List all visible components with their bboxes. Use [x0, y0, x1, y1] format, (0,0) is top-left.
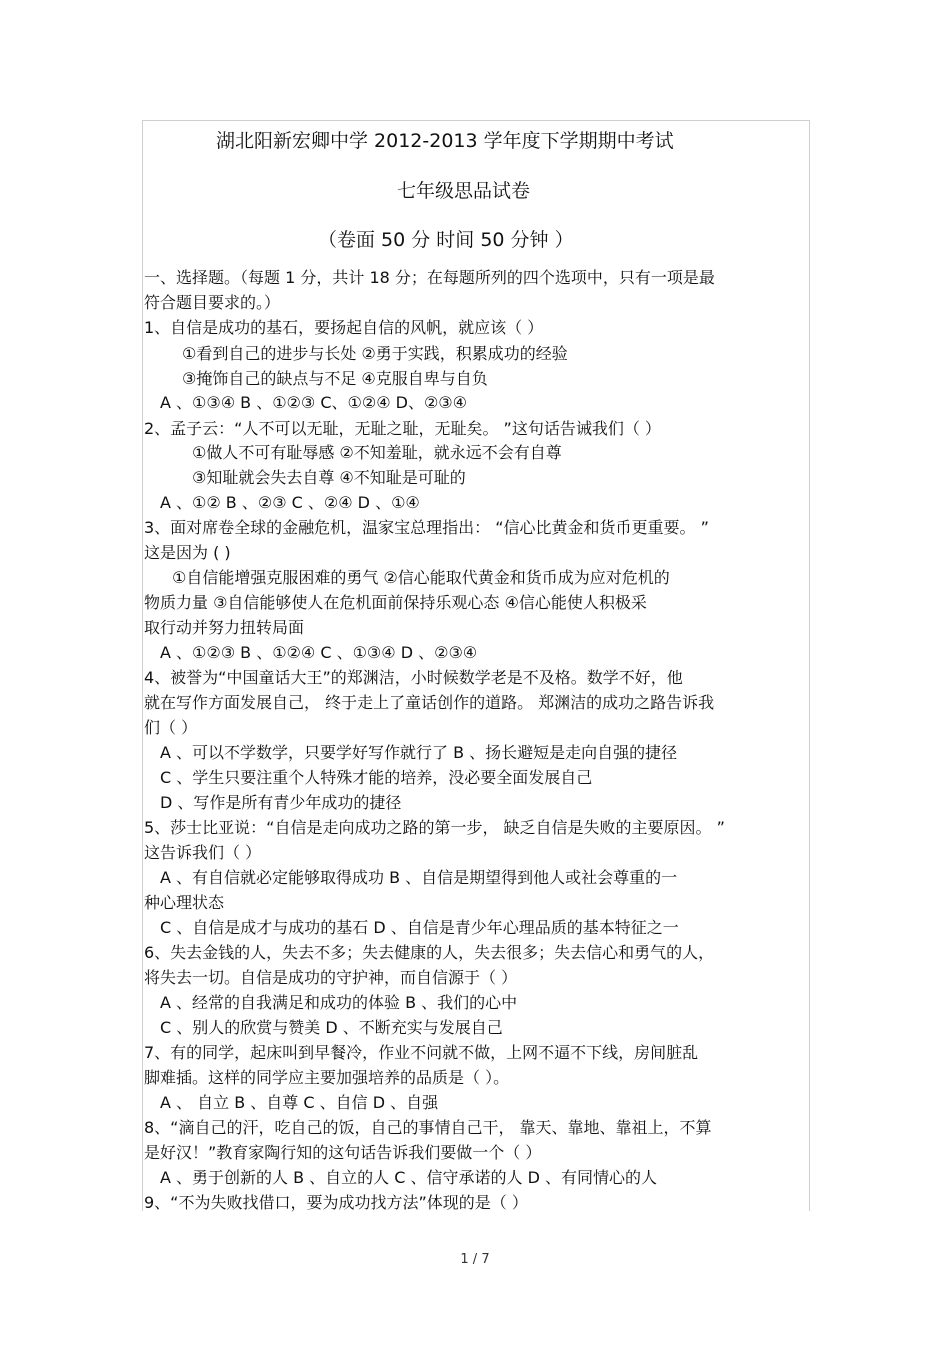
question-6-line2: 将失去一切。自信是成功的守护神，而自信源于（ ）: [144, 968, 518, 987]
question-2-statements-1: ①做人不可有耻辱感 ②不知羞耻，就永远不会有自尊: [192, 443, 562, 462]
question-7-line2: 脚难插。这样的同学应主要加强培养的品质是（ ）。: [144, 1068, 510, 1087]
question-2-statements-2: ③知耻就会失去自尊 ④不知耻是可耻的: [192, 468, 466, 487]
question-4-option-d: D 、写作是所有青少年成功的捷径: [160, 793, 402, 812]
section-instruction-line2: 符合题目要求的。）: [144, 293, 281, 312]
question-3-line3: ①自信能增强克服困难的勇气 ②信心能取代黄金和货币成为应对危机的: [172, 568, 670, 587]
exam-meta: （卷面 50 分 时间 50 分钟 ）: [318, 229, 574, 251]
question-4-option-c: C 、学生只要注重个人特殊才能的培养，没必要全面发展自己: [160, 768, 593, 787]
question-5-option-a-b: A 、有自信就必定能够取得成功 B 、自信是期望得到他人或社会尊重的一: [160, 868, 678, 887]
question-4-line2: 就在写作方面发展自己， 终于走上了童话创作的道路。 郑渊洁的成功之路告诉我: [144, 693, 715, 712]
question-7-line1: 7、有的同学，起床叫到早餐冷，作业不问就不做，上网不逼不下线，房间脏乱: [144, 1043, 699, 1062]
question-1-stem: 1、自信是成功的基石，要扬起自信的风帆，就应该（ ）: [144, 318, 544, 337]
question-8-choices: A 、勇于创新的人 B 、自立的人 C 、信守承诺的人 D 、有同情心的人: [160, 1168, 658, 1187]
question-2-choices: A 、①② B 、②③ C 、②④ D 、①④: [160, 493, 420, 512]
question-1-choices: A 、①③④ B 、①②③ C、①②④ D、②③④: [160, 393, 467, 412]
question-5-option-b-cont: 种心理状态: [144, 893, 225, 912]
question-2-stem: 2、孟子云：“人不可以无耻，无耻之耻，无耻矣。 ”这句话告诫我们（ ）: [144, 419, 661, 438]
section-instruction-line1: 一、选择题。（每题 1 分，共计 18 分；在每题所列的四个选项中，只有一项是最: [144, 268, 715, 287]
question-7-choices: A 、 自立 B 、自尊 C 、自信 D 、自强: [160, 1093, 439, 1112]
question-6-option-c-d: C 、别人的欣赏与赞美 D 、不断充实与发展自己: [160, 1018, 503, 1037]
question-3-line5: 取行动并努力扭转局面: [144, 618, 305, 637]
question-3-line1: 3、面对席卷全球的金融危机，温家宝总理指出： “信心比黄金和货币更重要。 ”: [144, 518, 709, 537]
question-5-line1: 5、莎士比亚说：“自信是走向成功之路的第一步， 缺乏自信是失败的主要原因。 ”: [144, 818, 725, 837]
question-5-option-c-d: C 、自信是成才与成功的基石 D 、自信是青少年心理品质的基本特征之一: [160, 918, 679, 937]
question-6-line1: 6、失去金钱的人，失去不多；失去健康的人，失去很多；失去信心和勇气的人，: [144, 943, 715, 962]
question-6-option-a-b: A 、经常的自我满足和成功的体验 B 、我们的心中: [160, 993, 518, 1012]
question-1-statements-1: ①看到自己的进步与长处 ②勇于实践，积累成功的经验: [182, 344, 568, 363]
question-8-line2: 是好汉！”教育家陶行知的这句话告诉我们要做一个（ ）: [144, 1143, 542, 1162]
question-5-line2: 这告诉我们（ ）: [144, 843, 262, 862]
question-8-line1: 8、“滴自己的汗，吃自己的饭，自己的事情自己干， 靠天、靠地、靠祖上，不算: [144, 1118, 712, 1137]
question-1-statements-2: ③掩饰自己的缺点与不足 ④克服自卑与自负: [182, 369, 488, 388]
question-4-option-a-b: A 、可以不学数学，只要学好写作就行了 B 、扬长避短是走向自强的捷径: [160, 743, 678, 762]
page-number: 1 / 7: [460, 1252, 490, 1267]
question-3-line2: 这是因为 ( ): [144, 543, 231, 562]
question-3-choices: A 、①②③ B 、①②④ C 、①③④ D 、②③④: [160, 643, 478, 662]
question-4-line3: 们（ ）: [144, 718, 198, 737]
question-9-line1: 9、“不为失败找借口，要为成功找方法”体现的是（ ）: [144, 1193, 528, 1212]
question-3-line4: 物质力量 ③自信能够使人在危机面前保持乐观心态 ④信心能使人积极采: [144, 593, 647, 612]
question-4-line1: 4、被誉为“中国童话大王”的郑渊洁，小时候数学老是不及格。数学不好，他: [144, 668, 683, 687]
exam-subtitle: 七年级思品试卷: [397, 180, 531, 202]
exam-title: 湖北阳新宏卿中学 2012-2013 学年度下学期期中考试: [216, 130, 674, 152]
